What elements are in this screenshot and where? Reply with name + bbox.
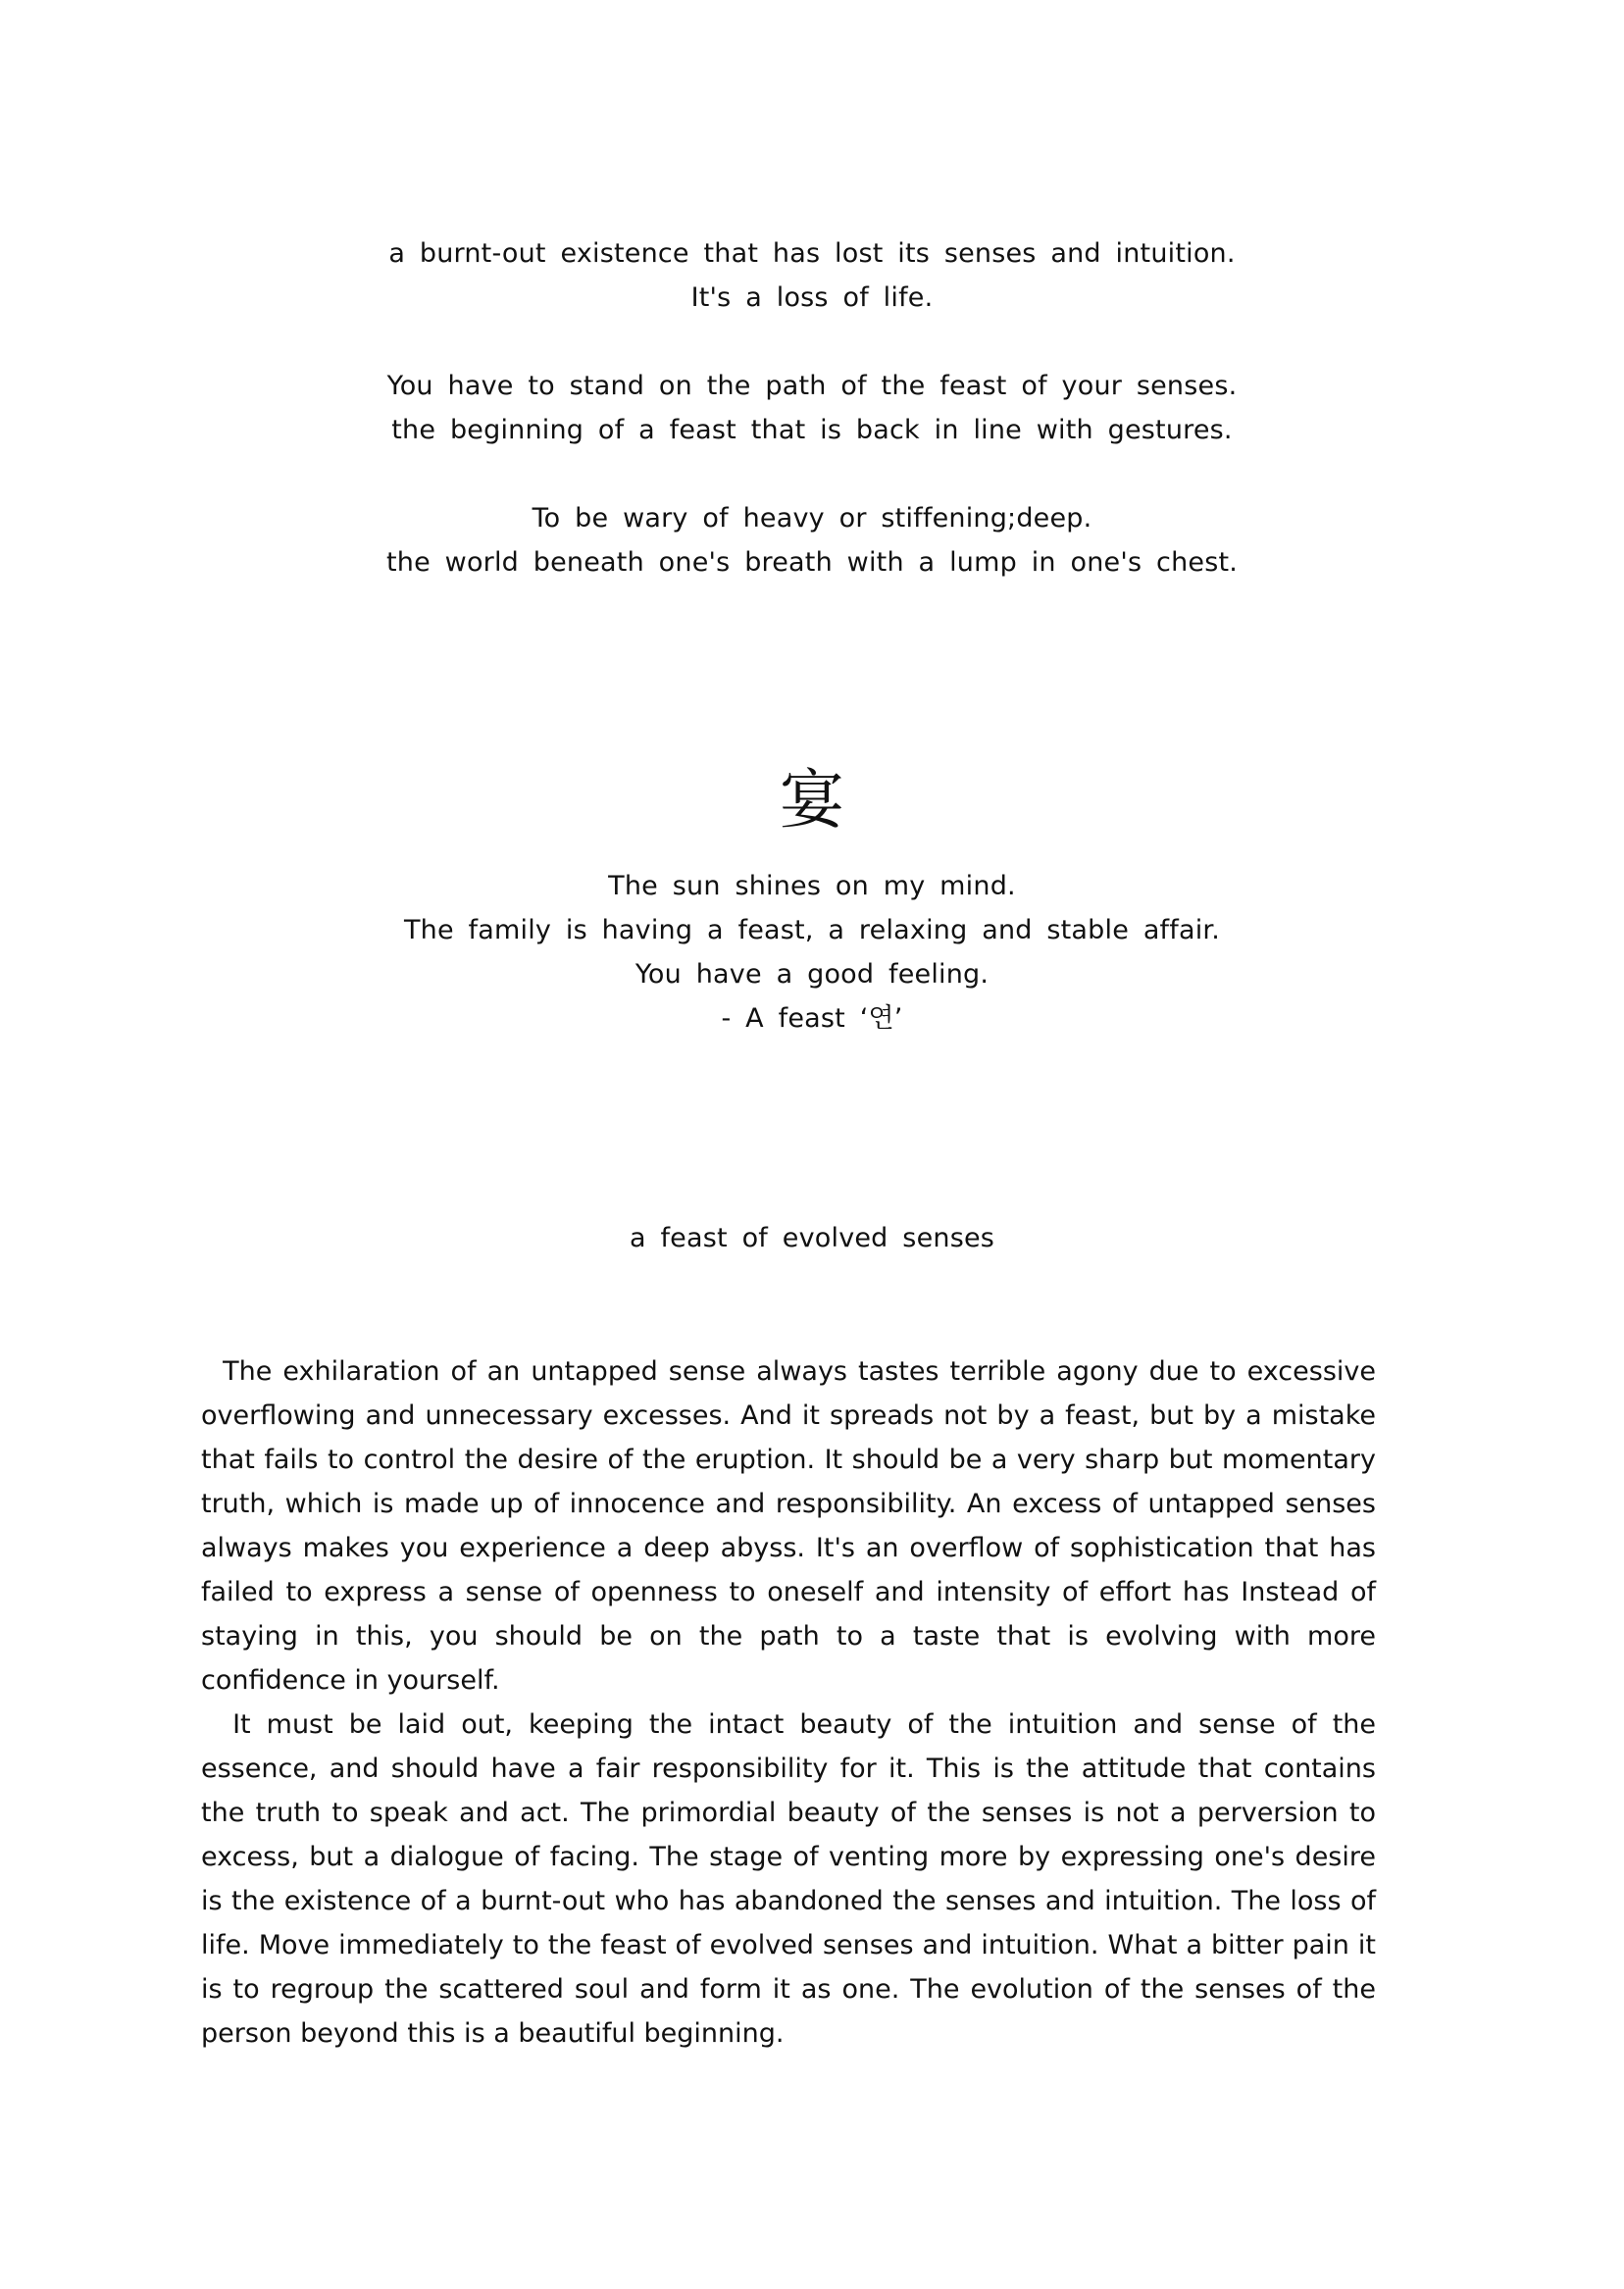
hanja-character: 宴: [780, 762, 844, 838]
stanza-gap: [0, 452, 1624, 496]
section-title: [0, 1216, 1624, 1260]
verse-line: It's a loss of life.: [690, 282, 934, 313]
stanza-gap: [0, 320, 1624, 364]
verse-line: the beginning of a feast that is back in line with gestures.: [391, 415, 1233, 445]
verse-line: To be wary of heavy or stiffening;deep.: [532, 503, 1092, 534]
body-text: [201, 1349, 1376, 2056]
opening-verse: [0, 231, 1624, 585]
body-paragraph: It must be laid out, keeping the intact beauty of the intuition and sense of the essence, and should have a fair responsibility for it. This is the attitude that contains the truth to speak and act. The primordial beauty of the senses is not a perversion to excess, but a dialogue of facing. The stage of venting more by expressing one's desire is the existence of a burnt-out who has abandoned the senses and intuition. The loss of life. Move immediately to the feast of evolved senses and intuition. What a bitter pain it is to regroup the scattered soul and form it as one. The evolution of the senses of the person beyond this is a beautiful beginning.: [201, 1709, 1376, 2049]
verse-line: The family is having a feast, a relaxing and stable affair.: [403, 915, 1221, 945]
body-paragraph: The exhilaration of an untapped sense always tastes terrible agony due to excessive overflowing and unnecessary excesses. And it spreads not by a feast, but by a mistake that fails to control the desire of the eruption. It should be a very sharp but momentary truth, which is made up of innocence and responsibility. An excess of untapped senses always makes you experience a deep abyss. It's an overflow of sophistication that has failed to express a sense of openness to oneself and intensity of effort has Instead of staying in this, you should be on the path to a taste that is evolving with more confidence in yourself.: [201, 1356, 1376, 1696]
section-title-text: a feast of evolved senses: [629, 1223, 995, 1253]
feast-verse: [0, 864, 1624, 1041]
verse-line: You have a good feeling.: [634, 959, 990, 990]
verse-line: a burnt-out existence that has lost its senses and intuition.: [388, 238, 1236, 269]
verse-line: You have to stand on the path of the feast of your senses.: [386, 371, 1238, 401]
verse-attribution: - A feast ‘연’: [721, 1003, 903, 1034]
verse-line: The sun shines on my mind.: [608, 871, 1016, 901]
verse-line: the world beneath one's breath with a lump in one's chest.: [385, 547, 1239, 578]
